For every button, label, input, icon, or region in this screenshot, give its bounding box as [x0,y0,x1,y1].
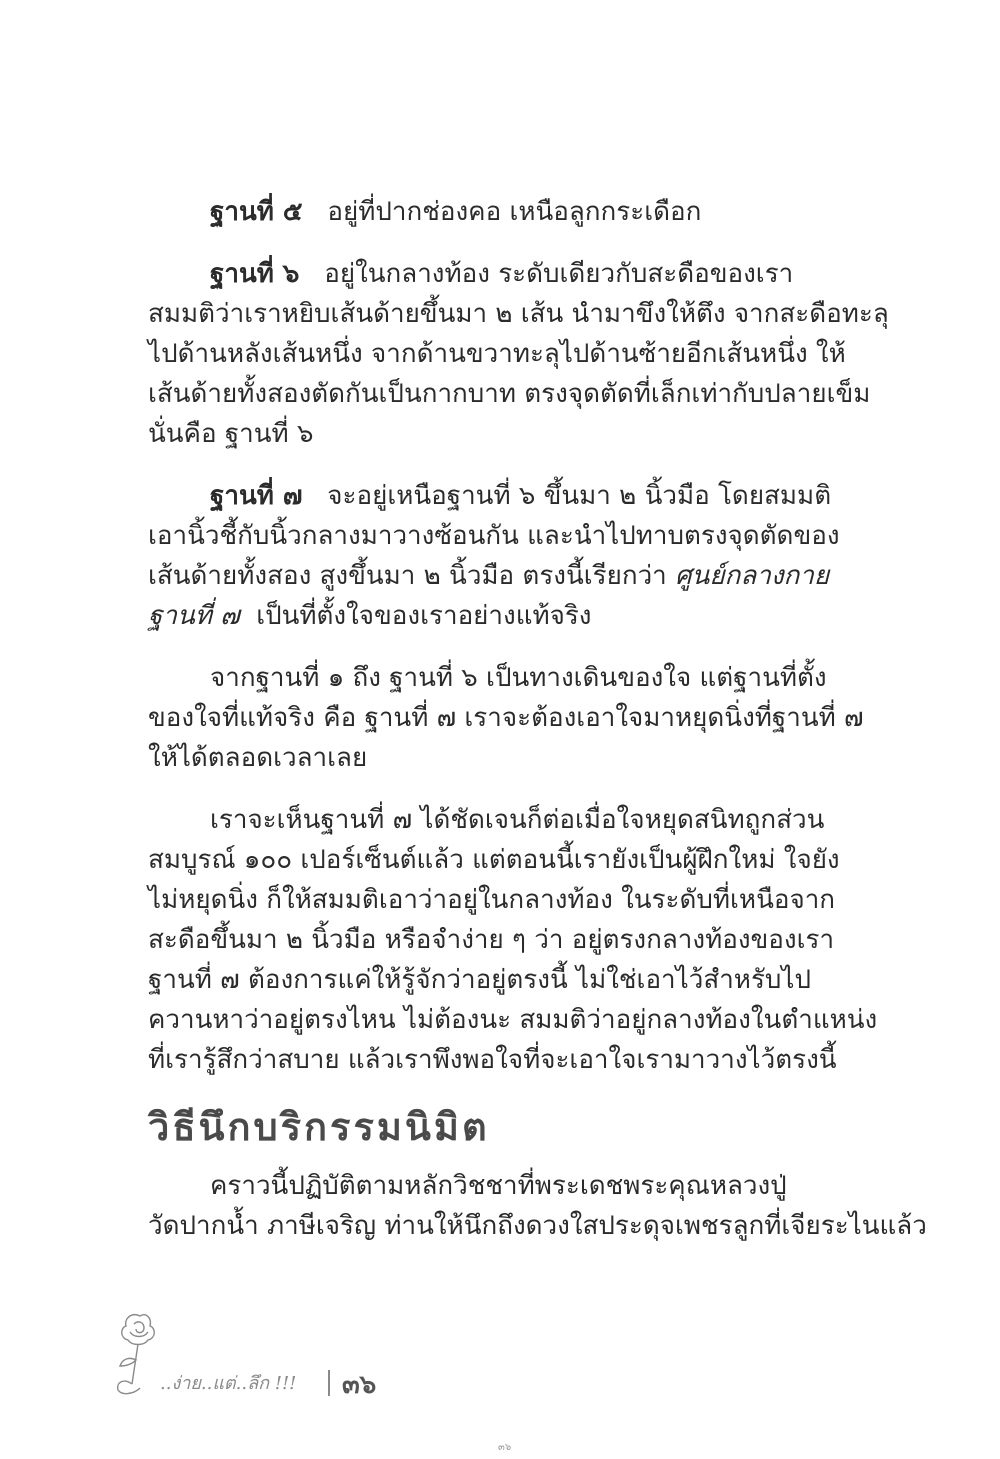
page-footer [110,1308,430,1398]
path-line-3: ให้ได้ตลอดเวลาเลย [148,743,368,773]
bottom-page-mark: ๓๖ [498,1442,512,1453]
method-line-2: วัดปากน้ำ ภาษีเจริญ ท่านให้นึกถึงดวงใสประดุจเพชรลูกที่เจียระไนแล้ว [148,1211,927,1241]
seeing-line-2: สมบูรณ์ ๑๐๐ เปอร์เซ็นต์แล้ว แต่ตอนนี้เรายังเป็นผู้ฝึกใหม่ ใจยัง [148,845,840,875]
base-7-label: ฐานที่ ๗ [210,481,303,511]
base-6-line-1: อยู่ในกลางท้อง ระดับเดียวกับสะดือของเรา [324,259,794,289]
base-5-text: อยู่ที่ปากช่องคอ เหนือลูกกระเดือก [327,197,702,227]
base-7-line-2: เอานิ้วชี้กับนิ้วกลางมาวางซ้อนกัน และนำไปทาบตรงจุดตัดของ [148,521,840,551]
base-7-line-4-italic: ฐานที่ ๗ [148,601,240,631]
paragraph-base-6 [148,254,889,454]
paragraph-path-of-mind [148,658,864,778]
base-7-line-3: เส้นด้ายทั้งสอง สูงขึ้นมา ๒ นิ้วมือ ตรงนี้เรียกว่า [148,561,667,591]
page-content [148,192,927,1268]
base-5-label: ฐานที่ ๕ [210,197,303,227]
page-number: ๓๖ [342,1370,377,1400]
base-7-line-3-italic: ศูนย์กลางกาย [675,561,830,591]
path-line-1: จากฐานที่ ๑ ถึง ฐานที่ ๖ เป็นทางเดินของใจ แต่ฐานที่ตั้ง [210,663,827,693]
seeing-line-4: สะดือขึ้นมา ๒ นิ้วมือ หรือจำง่าย ๆ ว่า อยู่ตรงกลางท้องของเรา [148,925,835,955]
paragraph-method [148,1166,927,1246]
footer-tagline: ..ง่าย..แต่..ลึก !!! [160,1373,297,1394]
base-7-line-4: เป็นที่ตั้งใจของเราอย่างแท้จริง [256,601,592,631]
base-6-line-4: เส้นด้ายทั้งสองตัดกันเป็นกากบาท ตรงจุดตัดที่เล็กเท่ากับปลายเข็ม [148,379,871,409]
seeing-line-7: ที่เรารู้สึกว่าสบาย แล้วเราพึงพอใจที่จะเอาใจเรามาวางไว้ตรงนี้ [148,1045,837,1075]
seeing-line-5: ฐานที่ ๗ ต้องการแค่ให้รู้จักว่าอยู่ตรงนี้ ไม่ใช่เอาไว้สำหรับไป [148,965,811,995]
base-6-line-2: สมมติว่าเราหยิบเส้นด้ายขึ้นมา ๒ เส้น นำมาขึงให้ตึง จากสะดือทะลุ [148,299,889,329]
seeing-line-3: ไม่หยุดนิ่ง ก็ให้สมมติเอาว่าอยู่ในกลางท้อง ในระดับที่เหนือจาก [148,885,836,915]
paragraph-base-7 [148,476,848,636]
seeing-line-6: ควานหาว่าอยู่ตรงไหน ไม่ต้องนะ สมมติว่าอยู่กลางท้องในตำแหน่ง [148,1005,878,1035]
base-6-label: ฐานที่ ๖ [210,259,300,289]
method-line-1: คราวนี้ปฏิบัติตามหลักวิชชาที่พระเดชพระคุณหลวงปู่ [210,1171,787,1201]
base-6-line-3: ไปด้านหลังเส้นหนึ่ง จากด้านขวาทะลุไปด้านซ้ายอีกเส้นหนึ่ง ให้ [148,339,846,369]
seeing-line-1: เราจะเห็นฐานที่ ๗ ได้ชัดเจนก็ต่อเมื่อใจหยุดสนิทถูกส่วน [210,805,825,835]
paragraph-base-5 [148,192,848,232]
path-line-2: ของใจที่แท้จริง คือ ฐานที่ ๗ เราจะต้องเอาใจมาหยุดนิ่งที่ฐานที่ ๗ [148,703,864,733]
paragraph-seeing-base-7 [148,800,878,1080]
section-heading: วิธีนึกบริกรรมนิมิต [148,1105,490,1149]
base-7-line-1: จะอยู่เหนือฐานที่ ๖ ขึ้นมา ๒ นิ้วมือ โดยสมมติ [327,481,832,511]
footer-divider [328,1370,330,1396]
base-6-line-5: นั่นคือ ฐานที่ ๖ [148,419,314,449]
